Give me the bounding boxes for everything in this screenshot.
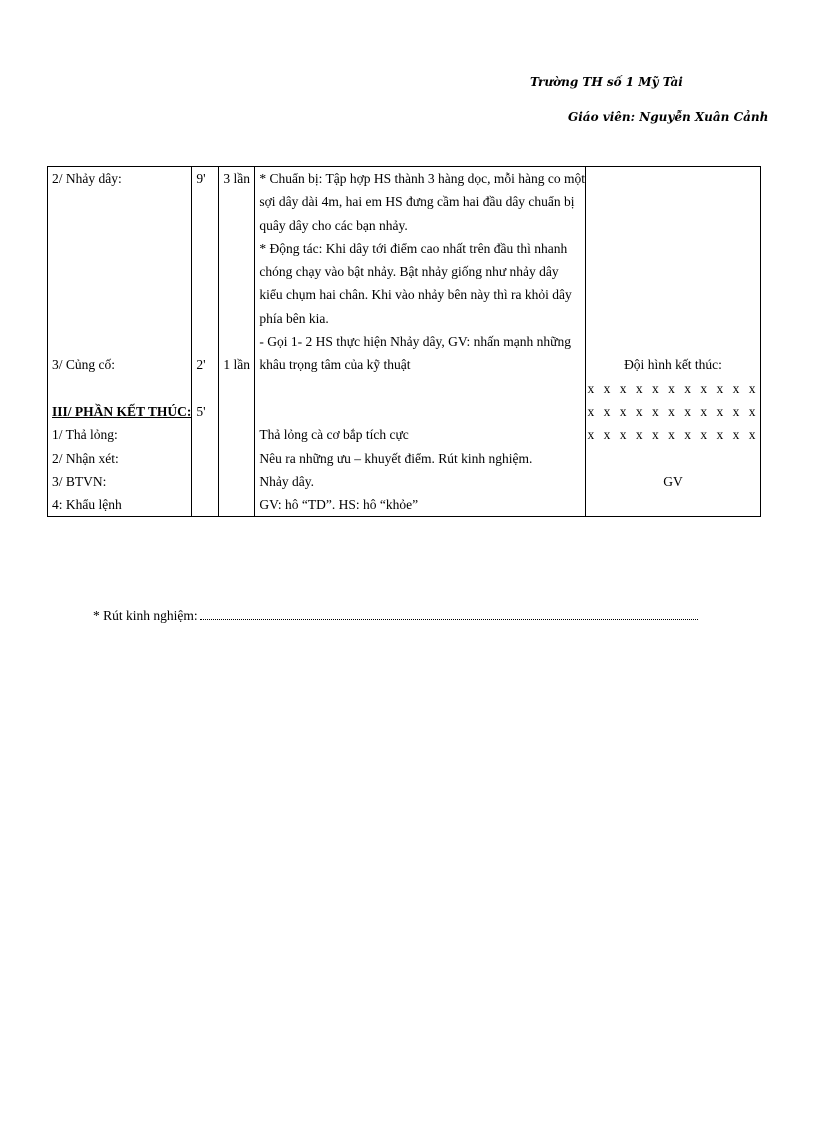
formation-row: x x x x x x x x x x x — [587, 380, 759, 396]
reps-cell — [219, 447, 254, 470]
time-cell: 9' — [196, 171, 206, 186]
formation-line — [586, 307, 760, 330]
method-line: GV: hô “TD”. HS: hô “khỏe” — [259, 497, 419, 513]
time-cell — [192, 190, 218, 213]
time-cell — [192, 493, 218, 516]
reps-cell — [219, 493, 254, 516]
reps-cell — [219, 423, 254, 446]
formation-line — [586, 167, 760, 190]
content-line: 2/ Nhảy dây: — [52, 171, 122, 186]
formation-title: Đội hình kết thúc: — [624, 357, 722, 373]
method-line — [255, 377, 585, 400]
time-cell — [192, 237, 218, 260]
time-cell — [192, 447, 218, 470]
method-line: Nêu ra những ưu – khuyết điểm. Rút kinh nghiệm. — [259, 450, 533, 466]
reps-cell — [219, 190, 254, 213]
content-line — [48, 307, 191, 330]
reps-cell — [219, 214, 254, 237]
method-line: Thả lỏng cà cơ bắp tích cực — [259, 427, 409, 443]
formation-line — [586, 447, 760, 470]
content-line — [48, 237, 191, 260]
time-cell — [192, 260, 218, 283]
reps-cell — [219, 237, 254, 260]
formation-line — [586, 214, 760, 237]
reps-cell: 3 lần — [223, 171, 251, 186]
method-line: kiểu chụm hai chân. Khi vào nhảy bên này thì ra khỏi dây — [259, 287, 572, 303]
formation-row: x x x x x x x x x x x — [587, 403, 759, 419]
content-line — [48, 190, 191, 213]
reps-cell — [219, 377, 254, 400]
formation-line — [586, 283, 760, 306]
method-line — [255, 400, 585, 423]
notes-label: * Rút kinh nghiệm: — [93, 608, 198, 623]
reps-cell — [219, 330, 254, 353]
lesson-plan-table — [47, 166, 761, 517]
reps-cell — [219, 260, 254, 283]
formation-line — [586, 330, 760, 353]
formation-row: x x x x x x x x x x x — [587, 427, 759, 443]
content-line — [48, 377, 191, 400]
time-cell — [192, 330, 218, 353]
method-line: - Gọi 1- 2 HS thực hiện Nhảy dây, GV: nhấn mạnh những — [259, 334, 571, 350]
formation-line — [586, 237, 760, 260]
time-cell — [192, 283, 218, 306]
teacher-name: Giáo viên: Nguyễn Xuân Cảnh — [568, 110, 769, 124]
content-line — [48, 283, 191, 306]
method-line: sợi dây dài 4m, hai em HS đưng cầm hai đầu dây chuẩn bị — [259, 194, 575, 210]
content-line: 2/ Nhận xét: — [52, 450, 119, 466]
content-line: 4: Khẩu lệnh — [52, 497, 122, 513]
formation-column — [586, 167, 761, 517]
reps-cell — [219, 283, 254, 306]
time-cell: 2' — [196, 357, 206, 373]
reps-cell — [219, 470, 254, 493]
method-line: Nhảy dây. — [259, 473, 315, 489]
time-cell — [192, 470, 218, 493]
section-heading: III/ PHẦN KẾT THÚC: — [52, 403, 192, 419]
method-line: khâu trọng tâm của kỹ thuật — [259, 357, 411, 373]
school-name: Trường TH số 1 Mỹ Tài — [530, 75, 683, 89]
reps-cell — [219, 400, 254, 423]
time-cell — [192, 423, 218, 446]
time-cell — [192, 307, 218, 330]
content-line: 1/ Thả lỏng: — [52, 427, 118, 443]
notes-dotted-line — [200, 609, 698, 620]
formation-line — [586, 260, 760, 283]
method-line: chóng chạy vào bật nhảy. Bật nhảy giống như nhảy dây — [259, 264, 559, 280]
content-line — [48, 214, 191, 237]
content-line: 3/ Củng cố: — [52, 357, 115, 373]
teacher-position: GV — [663, 473, 683, 489]
time-cell — [192, 377, 218, 400]
time-cell — [192, 214, 218, 237]
formation-line — [586, 190, 760, 213]
time-cell: 5' — [196, 403, 206, 419]
reps-cell: 1 lần — [223, 357, 251, 373]
content-column — [48, 167, 192, 517]
lesson-notes — [93, 608, 698, 624]
content-line — [48, 330, 191, 353]
content-line: 3/ BTVN: — [52, 473, 107, 489]
time-column — [192, 167, 219, 517]
reps-column — [219, 167, 255, 517]
method-line: quây dây cho các bạn nhảy. — [259, 217, 408, 233]
content-line — [48, 260, 191, 283]
method-line: * Động tác: Khi dây tới điểm cao nhất trên đầu thì nhanh — [259, 240, 568, 256]
method-column — [255, 167, 586, 517]
reps-cell — [219, 307, 254, 330]
formation-line — [586, 493, 760, 516]
method-line: phía bên kia. — [259, 310, 329, 326]
method-line: * Chuẩn bị: Tập hợp HS thành 3 hàng dọc, mỗi hàng co một — [259, 171, 586, 186]
